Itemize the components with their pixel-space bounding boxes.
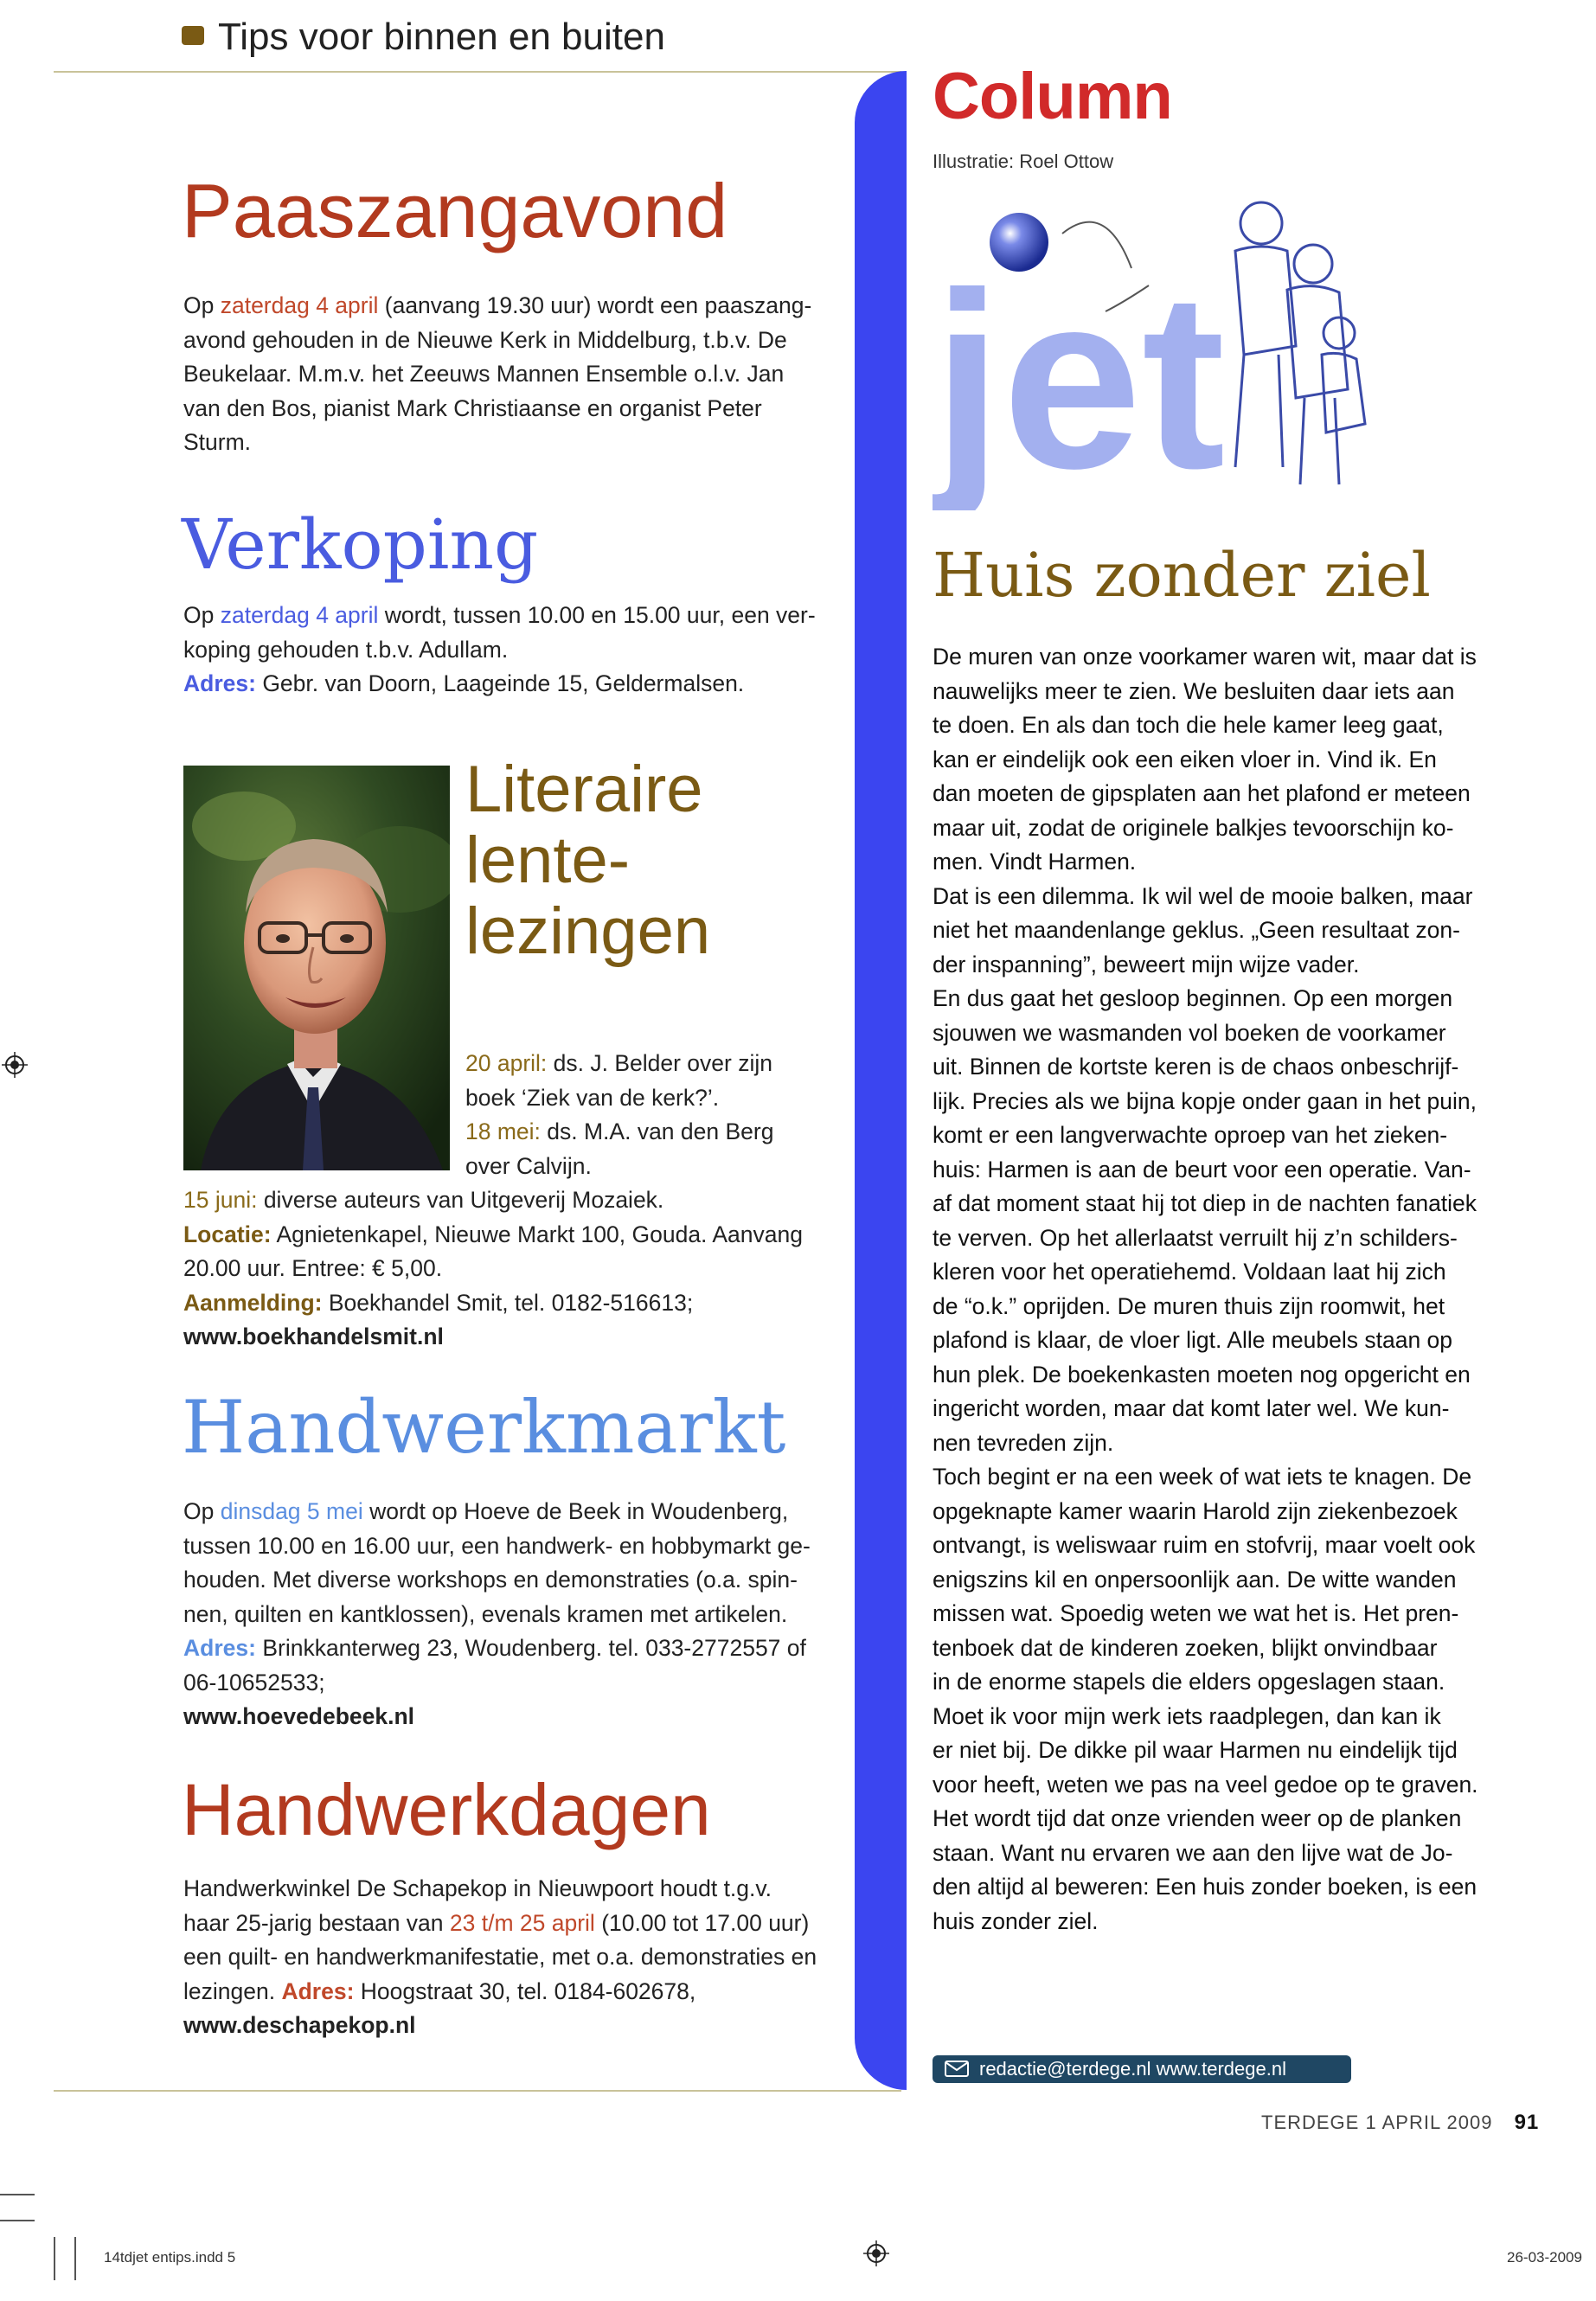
handwerkmarkt-date: dinsdag 5 mei	[220, 1498, 363, 1524]
registration-mark-bottom	[863, 2240, 889, 2266]
bottom-rule	[54, 2090, 901, 2092]
handwerkdagen-text	[183, 1872, 824, 2043]
column-line: missen wat. Spoedig weten we wat het is. Het pren-	[933, 1600, 1459, 1626]
column-line: uit. Binnen de kortste keren is de chaos onbeschrijf-	[933, 1054, 1459, 1080]
handwerkmarkt-text	[183, 1495, 824, 1734]
issue-date: 1 APRIL 2009	[1365, 2112, 1493, 2133]
column-line: opgeknapte kamer waarin Harold zijn ziekenbezoek	[933, 1497, 1458, 1524]
text-line: Handwerkwinkel De Schapekop in Nieuwpoort houdt t.g.v.	[183, 1875, 772, 1901]
column-line: tenboek dat de kinderen zoeken, blijkt onvindbaar	[933, 1634, 1438, 1661]
lezingen-items	[465, 1047, 846, 1183]
adres-label: Adres:	[281, 1977, 355, 2004]
column-line: komt er een langverwachte oproep van het zieken-	[933, 1122, 1448, 1148]
text-line: koping gehouden t.b.v. Adullam.	[183, 636, 509, 663]
adres-label: Adres:	[183, 1635, 256, 1661]
jet-letter-j: jet	[933, 240, 1226, 510]
slug-date: 26-03-2009	[1507, 2249, 1582, 2266]
column-line: nen tevreden zijn.	[933, 1429, 1114, 1456]
aanmelding-value: Boekhandel Smit, tel. 0182-516613;	[322, 1289, 694, 1316]
locatie-value: Agnietenkapel, Nieuwe Markt 100, Gouda. Aanvang	[271, 1221, 803, 1247]
column-line: plafond is klaar, de vloer ligt. Alle meubels staan op	[933, 1327, 1453, 1353]
column-line: kan er eindelijk ook een eiken vloer in. Vind ik. En	[933, 746, 1437, 772]
lezingen-title-line: Literaire	[465, 753, 703, 826]
column-line: Toch begint er na een week of wat iets te knagen. De	[933, 1464, 1472, 1490]
text-line: Sturm.	[183, 429, 252, 455]
column-line: er niet bij. De dikke pil waar Harmen nu eindelijk tijd	[933, 1737, 1458, 1763]
contact-bar[interactable]	[933, 2055, 1351, 2083]
text: Op	[183, 602, 221, 628]
speaker-portrait-icon	[183, 766, 450, 1170]
column-body	[933, 640, 1512, 1939]
column-line: ingericht worden, maar dat komt later wel. We kun-	[933, 1395, 1450, 1421]
speaker-photo	[183, 766, 450, 1170]
column-line: ontvangt, is weliswaar ruim en stofvrij, maar voelt ook	[933, 1532, 1476, 1558]
column-line: Moet ik voor mijn werk iets raadplegen, dan kan ik	[933, 1702, 1441, 1729]
jet-family-icon	[933, 182, 1400, 510]
text: ds. M.A. van den Berg	[540, 1118, 774, 1144]
header-square-icon	[182, 26, 204, 45]
slug-filename: 14tdjet entips.indd 5	[104, 2249, 236, 2266]
text: wordt op Hoeve de Beek in Woudenberg,	[362, 1498, 789, 1524]
column-line: staan. Want nu ervaren we aan den lijve wat de Jo-	[933, 1839, 1453, 1866]
column-line: te verven. Op het allerlaatst verruilt hij z’n schilders-	[933, 1224, 1458, 1251]
page-footer	[1261, 2111, 1539, 2135]
column-line: lijk. Precies als we bijna kopje onder gaan in het puin,	[933, 1087, 1477, 1114]
boekhandel-link[interactable]: www.boekhandelsmit.nl	[183, 1324, 444, 1349]
adres-value: Brinkkanterweg 23, Woudenberg. tel. 033-2772557 of	[255, 1635, 806, 1661]
text-line: 06-10652533;	[183, 1669, 325, 1695]
lezing-date: 15 juni:	[183, 1187, 258, 1213]
text: Op	[183, 292, 221, 318]
text: haar 25-jarig bestaan van	[183, 1909, 450, 1936]
column-line: de “o.k.” oprijden. De muren thuis zijn roomwit, het	[933, 1292, 1445, 1319]
crop-mark	[0, 2194, 35, 2195]
text-line: boek ‘Ziek van de kerk?’.	[465, 1084, 720, 1111]
paaszangavond-title: Paaszangavond	[182, 168, 728, 253]
column-line: nauwelijks meer te zien. We besluiten daar iets aan	[933, 677, 1455, 704]
lezingen-title-line: lente-	[465, 824, 631, 897]
handwerkmarkt-title: Handwerkmarkt	[182, 1385, 786, 1470]
column-band	[855, 71, 907, 2090]
text: (10.00 tot 17.00 uur)	[594, 1909, 810, 1936]
paaszangavond-text	[183, 289, 824, 460]
crop-mark	[74, 2237, 76, 2280]
column-line: maar uit, zodat de originele balkjes tevoorschijn ko-	[933, 814, 1454, 841]
verkoping-date: zaterdag 4 april	[220, 602, 379, 628]
crop-mark	[54, 2237, 55, 2280]
section-header	[182, 16, 665, 59]
crop-mark	[0, 2220, 35, 2221]
column-line: En dus gaat het gesloop beginnen. Op een morgen	[933, 985, 1453, 1011]
text-line: avond gehouden in de Nieuwe Kerk in Middelburg, t.b.v. De	[183, 326, 787, 353]
column-line: Het wordt tijd dat onze vrienden weer op de planken	[933, 1805, 1462, 1831]
column-line: kleren voor het operatiehemd. Voldaan laat hij zich	[933, 1259, 1446, 1285]
text: (aanvang 19.30 uur) wordt een paaszang-	[378, 292, 812, 318]
column-line: hun plek. De boekenkasten moeten nog opgericht en	[933, 1361, 1471, 1388]
column-line: den altijd al beweren: Een huis zonder boeken, is een	[933, 1874, 1477, 1900]
text-line: tussen 10.00 en 16.00 uur, een handwerk- en hobbymarkt ge-	[183, 1532, 811, 1559]
deschapekop-link[interactable]: www.deschapekop.nl	[183, 2012, 416, 2038]
column-line: af dat moment staat hij tot diep in de nachten fanatiek	[933, 1190, 1477, 1216]
text: lezingen.	[183, 1977, 282, 2004]
magazine-name: TERDEGE	[1261, 2112, 1360, 2133]
text-line: een quilt- en handwerkmanifestatie, met o.a. demonstraties en	[183, 1944, 817, 1970]
registration-mark-left	[2, 1052, 28, 1078]
lezingen-title	[465, 754, 710, 967]
verkoping-text	[183, 599, 824, 702]
handwerkdagen-date: 23 t/m 25 april	[449, 1909, 595, 1936]
text-line: 20.00 uur. Entree: € 5,00.	[183, 1255, 443, 1281]
jet-illustration	[933, 182, 1400, 510]
text-line: houden. Met diverse workshops en demonstraties (o.a. spin-	[183, 1567, 798, 1593]
paaszangavond-date: zaterdag 4 april	[220, 292, 379, 318]
column-line: De muren van onze voorkamer waren wit, maar dat is	[933, 644, 1477, 670]
lezing-date: 20 april:	[465, 1050, 548, 1076]
verkoping-title: Verkoping	[182, 504, 539, 585]
column-line: enigszins kil en onpersoonlijk aan. De witte wanden	[933, 1566, 1457, 1593]
lezing-date: 18 mei:	[465, 1118, 541, 1144]
section-header-title: Tips voor binnen en buiten	[218, 16, 665, 58]
text: wordt, tussen 10.00 en 15.00 uur, een ver-	[378, 602, 816, 628]
lezingen-title-line: lezingen	[465, 894, 711, 968]
adres-label: Adres:	[183, 670, 256, 696]
column-line: Dat is een dilemma. Ik wil wel de mooie balken, maar	[933, 882, 1473, 909]
adres-value: Hoogstraat 30, tel. 0184-602678,	[354, 1977, 696, 2004]
contact-text: redactie@terdege.nl www.terdege.nl	[979, 2058, 1286, 2080]
column-line: niet het maandenlange geklus. „Geen resultaat zon-	[933, 917, 1460, 943]
mail-icon	[945, 2061, 969, 2077]
handwerkdagen-title: Handwerkdagen	[182, 1769, 711, 1850]
aanmelding-label: Aanmelding:	[183, 1289, 323, 1316]
column-title: Column	[933, 60, 1172, 133]
hoevedebeek-link[interactable]: www.hoevedebeek.nl	[183, 1703, 415, 1729]
text-line: nen, quilten en kantklossen), evenals kramen met artikelen.	[183, 1600, 788, 1627]
text: ds. J. Belder over zijn	[547, 1050, 772, 1076]
column-line: men. Vindt Harmen.	[933, 849, 1137, 875]
illustration-credit: Illustratie: Roel Ottow	[933, 151, 1114, 172]
column-line: te doen. En als dan toch die hele kamer leeg gaat,	[933, 712, 1444, 738]
column-heading: Huis zonder ziel	[933, 540, 1431, 611]
page-number: 91	[1514, 2111, 1540, 2134]
column-line: huis: Harmen is aan de beurt voor een operatie. Van-	[933, 1156, 1471, 1183]
top-rule	[54, 71, 901, 73]
registration-icon	[863, 2240, 889, 2266]
adres-value: Gebr. van Doorn, Laageinde 15, Geldermalsen.	[255, 670, 745, 696]
lezingen-info	[183, 1183, 824, 1355]
text-line: Beukelaar. M.m.v. het Zeeuws Mannen Ensemble o.l.v. Jan	[183, 361, 785, 387]
text-line: van den Bos, pianist Mark Christiaanse en organist Peter	[183, 394, 762, 421]
column-line: sjouwen we wasmanden vol boeken de voorkamer	[933, 1019, 1446, 1046]
column-line: dan moeten de gipsplaten aan het plafond er meteen	[933, 780, 1471, 806]
column-line: voor heeft, weten we pas na veel gedoe op te graven.	[933, 1771, 1478, 1798]
column-line: in de enorme stapels die elders opgeslagen staan.	[933, 1669, 1445, 1695]
text-line: over Calvijn.	[465, 1152, 592, 1179]
text: diverse auteurs van Uitgeverij Mozaiek.	[257, 1187, 664, 1213]
registration-icon	[2, 1052, 28, 1078]
locatie-label: Locatie:	[183, 1221, 272, 1247]
column-line: der inspanning”, beweert mijn wijze vader.	[933, 951, 1360, 977]
family-sketch	[1235, 202, 1365, 484]
text: Op	[183, 1498, 221, 1524]
column-line: huis zonder ziel.	[933, 1907, 1099, 1934]
